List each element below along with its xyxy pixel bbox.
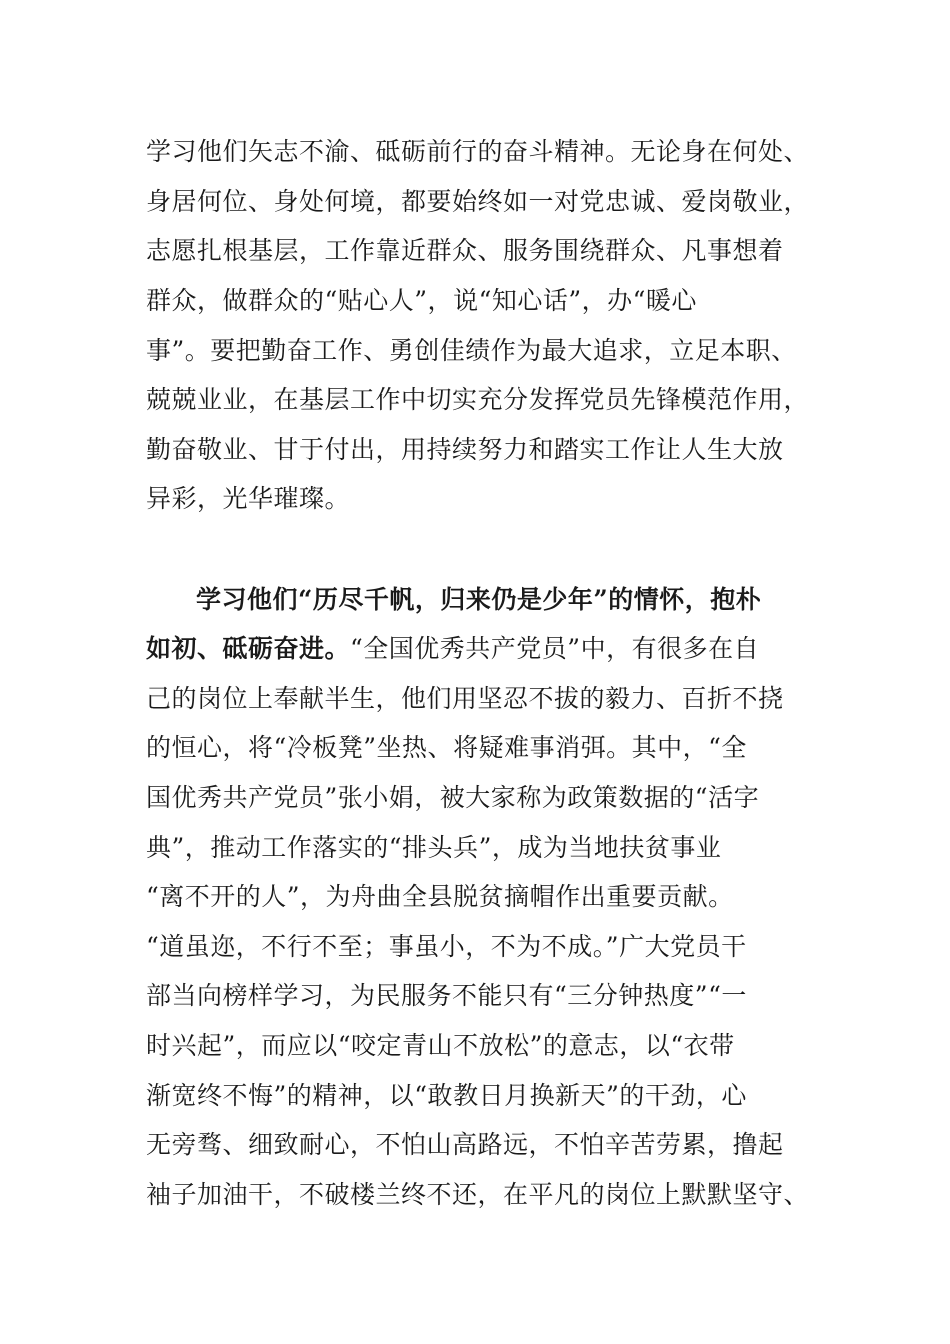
paragraph-1-line-5: 事”。要把勤奋工作、勇创佳绩作为最大追求，立足本职、: [146, 336, 797, 365]
paragraph-2-line-11: 渐宽终不悔”的精神，以“敢教日月换新天”的干劲，心: [146, 1081, 747, 1110]
paragraph-1-line-8: 异彩，光华璀璨。: [146, 484, 351, 513]
paragraph-2-line-12: 无旁骛、细致耐心，不怕山高路远，不怕辛苦劳累，撸起: [146, 1130, 784, 1159]
paragraph-2-heading-line-2: 如初、砥砺奋进。: [146, 634, 351, 663]
paragraph-2-line-2-rest: “全国优秀共产党员”中，有很多在自: [350, 634, 760, 663]
paragraph-2-line-5: 国优秀共产党员”张小娟，被大家称为政策数据的“活字: [146, 783, 760, 812]
paragraph-2-heading-line-1: 学习他们“历尽千帆，归来仍是少年”的情怀，抱朴: [196, 585, 762, 614]
paragraph-1-line-1: 学习他们矢志不渝、砥砺前行的奋斗精神。无论身在何处、: [146, 137, 810, 166]
paragraph-2-line-2: [146, 634, 759, 664]
paragraph-1-line-3: 志愿扎根基层，工作靠近群众、服务围绕群众、凡事想着: [146, 236, 784, 265]
paragraph-2-line-3: 己的岗位上奉献半生，他们用坚忍不拔的毅力、百折不挠: [146, 684, 784, 713]
paragraph-1-line-4: 群众，做群众的“贴心人”，说“知心话”，办“暖心: [146, 286, 697, 315]
paragraph-2-line-10: 时兴起”，而应以“咬定青山不放松”的意志，以“衣带: [146, 1031, 735, 1060]
paragraph-1-line-2: 身居何位、身处何境，都要始终如一对党忠诚、爱岗敬业，: [146, 187, 810, 216]
paragraph-1-line-6: 兢兢业业，在基层工作中切实充分发挥党员先锋模范作用，: [146, 385, 810, 414]
paragraph-2-line-6: 典”，推动工作落实的“排头兵”，成为当地扶贫事业: [146, 833, 722, 862]
paragraph-2-line-8: “道虽迩，不行不至；事虽小，不为不成。”广大党员干: [146, 932, 747, 961]
paragraph-1-line-7: 勤奋敬业、甘于付出，用持续努力和踏实工作让人生大放: [146, 435, 784, 464]
paragraph-2-line-9: 部当向榜样学习，为民服务不能只有“三分钟热度”“一: [146, 981, 747, 1010]
paragraph-2-line-13: 袖子加油干，不破楼兰终不还，在平凡的岗位上默默坚守、: [146, 1180, 810, 1209]
paragraph-2-line-4: 的恒心，将“冷板凳”坐热、将疑难事消弭。其中，“全: [146, 733, 747, 762]
paragraph-2-line-7: “离不开的人”，为舟曲全县脱贫摘帽作出重要贡献。: [146, 882, 734, 911]
